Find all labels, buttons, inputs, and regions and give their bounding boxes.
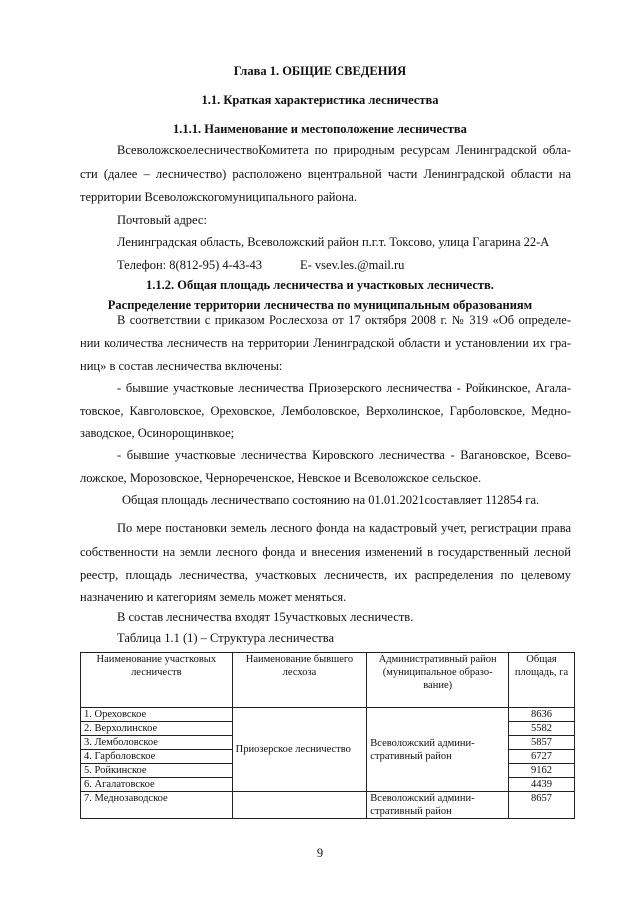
row-area: 8657 xyxy=(509,792,575,819)
former-list-1-line-3: заводское, Осинорощинвкое; xyxy=(80,426,235,440)
section-title-1-1-1: 1.1.1. Наименование и местоположение лесничества xyxy=(173,122,467,136)
postal-address: Ленинградская область, Всеволожский район п.г.т. Токсово, улица Гагарина 22-А xyxy=(117,235,550,249)
row-area: 5857 xyxy=(509,736,575,750)
former-list-1-line-1: - бывшие участковые лесничества Приозерского лесничества - Ройкинское, Агала- xyxy=(117,381,571,395)
row-area: 9162 xyxy=(509,764,575,778)
row-name: 4. Гарболовское xyxy=(81,750,233,764)
empty-cell xyxy=(232,792,367,819)
row-area: 6727 xyxy=(509,750,575,764)
admin-district-cell: Всеволожский админи-стративный район xyxy=(367,708,509,792)
registration-line-1: По мере постановки земель лесного фонда на кадастровый учет, регистрации права xyxy=(117,521,571,535)
former-leskhoz-cell: Приозерское лесничество xyxy=(232,708,367,792)
former-list-2-line-2: ложское, Морозовское, Чернореченское, Невское и Всеволожское сельское. xyxy=(80,471,482,485)
table-row xyxy=(81,792,575,819)
chapter-title: Глава 1. ОБЩИЕ СВЕДЕНИЯ xyxy=(233,64,407,78)
row-name: 3. Лемболовское xyxy=(81,736,233,750)
row-area: 5582 xyxy=(509,722,575,736)
forestry-structure-table xyxy=(80,652,575,819)
row-name: 2. Верхолинское xyxy=(81,722,233,736)
phone-number: Телефон: 8(812-95) 4-43-43 xyxy=(117,258,262,272)
intro-line-1: ВсеволожскоелесничествоКомитета по природным ресурсам Ленинградской обла- xyxy=(117,143,571,157)
table-header-row xyxy=(81,653,575,708)
composition-text: В состав лесничества входят 15участковых лесничеств. xyxy=(117,610,414,624)
row-name: 6. Агалатовское xyxy=(81,778,233,792)
registration-line-4: назначению и категориям земель может меняться. xyxy=(80,590,347,604)
former-list-2-line-1: - бывшие участковые лесничества Кировского лесничества - Вагановское, Всево- xyxy=(117,448,571,462)
row-name: 5. Ройкинское xyxy=(81,764,233,778)
order-line-1: В соответствии с приказом Рослесхоза от 17 октября 2008 г. № 319 «Об определе- xyxy=(117,313,571,327)
order-line-2: нии количества лесничеств на территории Ленинградской области и установлении их гра- xyxy=(80,336,571,350)
table-row xyxy=(81,708,575,722)
section-title-1-1: 1.1. Краткая характеристика лесничества xyxy=(201,93,439,107)
row-name: 7. Меднозаводское xyxy=(81,792,233,819)
table-caption: Таблица 1.1 (1) – Структура лесничества xyxy=(117,631,335,645)
row-name: 1. Ореховское xyxy=(81,708,233,722)
admin-district-cell: Всеволожский админи-стративный район xyxy=(367,792,509,819)
email-address: E- vsev.les.@mail.ru xyxy=(300,258,405,272)
registration-line-3: реестр, площадь лесничества, участковых лесничеств, их распределения по целевому xyxy=(80,568,571,582)
intro-line-2: сти (далее – лесничество) расположено вцентральной части Ленинградской области на xyxy=(80,167,571,181)
subsection-title: Распределение территории лесничества по муниципальным образованиям xyxy=(107,298,533,312)
section-title-1-1-2: 1.1.2. Общая площадь лесничества и участковых лесничеств. xyxy=(146,278,494,292)
header-total-area: Общая площадь, га xyxy=(509,653,575,708)
total-area: Общая площадь лесничествапо состоянию на 01.01.2021составляет 112854 га. xyxy=(122,493,540,507)
former-list-1-line-2: товское, Кавголовское, Ореховское, Лемболовское, Верхолинское, Гарболовское, Медно- xyxy=(80,404,571,418)
order-line-3: ниц» в состав лесничества включены: xyxy=(80,359,283,373)
row-area: 4439 xyxy=(509,778,575,792)
postal-label: Почтовый адрес: xyxy=(117,213,207,227)
header-district-forestries: Наименование участковых лесничеств xyxy=(81,653,233,708)
registration-line-2: собственности на земли лесного фонда и внесения изменений в государственный лесной xyxy=(80,545,571,559)
row-area: 8636 xyxy=(509,708,575,722)
header-former-leskhoz: Наименование бывшего лесхоза xyxy=(232,653,367,708)
intro-line-3: территории Всеволожскогомуниципального района. xyxy=(80,190,358,204)
page-number: 9 xyxy=(316,846,324,860)
header-admin-district: Административный район (муниципальное образо-вание) xyxy=(367,653,509,708)
